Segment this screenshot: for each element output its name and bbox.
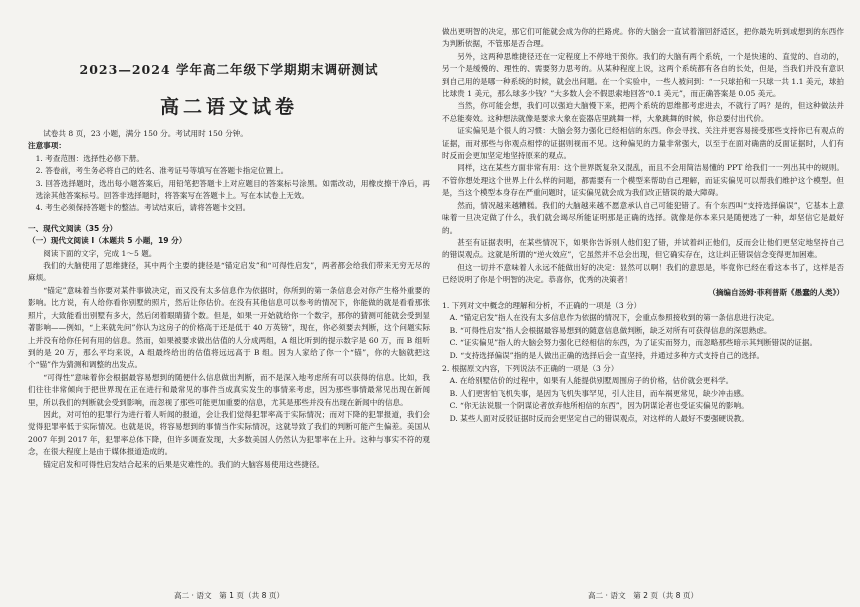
notice-item: 2. 答卷前，考生务必将自己的姓名、准考证号等填写在答题卡指定位置上。	[35, 166, 289, 176]
passage-source: （摘编自汤姆·菲利普斯《愚蠢的人类》）	[708, 287, 844, 297]
section-subtitle: （一）现代文阅读 I（本题共 5 小题，19 分）	[28, 236, 187, 246]
section-title: 一、现代文阅读（35 分）	[28, 223, 118, 233]
reading-prompt: 阅读下面的文字，完成 1～5 题。	[43, 248, 157, 258]
exam-intro: 试卷共 8 页，23 小题，满分 150 分。考试用时 150 分钟。	[43, 129, 248, 138]
paper-title: 高二语文试卷	[159, 96, 298, 118]
passage-paragraph: 锚定启发和可得性启发结合起来的后果是灾难性的。我们的大脑容易使用这些捷径。	[43, 459, 325, 469]
passage-paragraph: 做出更明智的决定，那它们可能就会成为你的拦路虎。你的大脑会一直试着溜回舒适区，把你最先听到或想到的东西作为判断依据，不管那是否合理。	[442, 27, 844, 49]
notice-title: 注意事项：	[28, 141, 66, 151]
notice-item: 3. 回答选择题时，选出每小题答案后，用铅笔把答题卡上对应题目的答案标号涂黑。如需改动，用橡皮擦干净后，再选涂其他答案标号。回答非选择题时，将答案写在答题卡上。写在本试卷上无效。	[35, 178, 430, 201]
passage-paragraph: 甚至有证据表明，在某些情况下，如果你告诉别人他们犯了错，并试着纠正他们，反而会让他们更坚定地坚持自己的错误观点。这就是所谓的“逆火效应”，它虽然并不总会出现，但它确实存在，这让纠正错误信念变得更加困难。	[442, 237, 844, 260]
notice-item: 4. 考生必须保持答题卡的整洁。考试结束后，请将答题卡交回。	[35, 203, 251, 213]
passage-paragraph: 同样，这在某些方面非常有用：这个世界既复杂又混乱，而且不会用简洁易懂的 PPT 给我们一一列出其中的规则。不管你想处理这个世界上什么样的问题，都需要有一个模型来帮助自己理解，而证实偏见可以帮我们维护这个模型。但是，当这个模型本身存在严重问题时，证实偏见就会成为我们改正错误的最大障碍。	[442, 163, 844, 198]
question-option: C. “证实偏见”指人的大脑会努力强化已经相信的东西，为了证实而努力，而忽略那些暗示其判断错误的证据。	[449, 338, 818, 348]
passage-paragraph: “锚定”意味着当你要对某件事做决定，而又没有太多信息作为依据时，你所到的第一条信息会对你产生格外重要的影响。比方说，有人给你看你别墅的照片，然后让你估价。在没有其他信息可以参考的情况下，你能做的就是看看那张照片，大致能看出别墅有多大，然后闭着眼睛猜个数。但是，如果一开始就给你一个数字，那你的猜测可能就会受到显著影响——例如，“上来就先问”你认为这房子的价格高于还是低于 40 万英镑”，现在，你必须要去判断，这个问题实际上并没有给你任何有用的信息。然而，如果被要求做出估值的人分成两组，A 组比听到的提示数字是 60 万，而 B 组听到的是 20 万，那么平均来说，A 组最终给出的估值将远远高于 B 组。因为人家给了你一个“锚”，你的大脑就把这个“锚”作为猜测和调整的出发点。	[28, 285, 430, 370]
passage-paragraph: 然而，情况越来越糟糕。我们的大脑越来越不愿意承认自己可能犯错了。有个东西叫“支持选择偏误”，它基本上意味着一旦决定做了什么，我们就会竭尽所能证明那是正确的选择。就像是你本来只是随便选了一种，却坚信它是最好的。	[442, 200, 844, 235]
notice-item: 1. 考查范围：选择性必修下册。	[35, 153, 144, 163]
exam-title: 2023—2024 学年高二年级下学期期末调研测试	[79, 62, 379, 77]
passage-paragraph: 我们的大脑使用了思维捷径，其中两个主要的捷径是“锚定启发”和“可得性启发”，两者都会给我们带来无穷无尽的麻烦。	[28, 261, 430, 283]
question-option: B. 人们更害怕飞机失事，是因为飞机失事罕见，引人注目，而车祸更常见，缺少冲击感。	[449, 388, 749, 398]
question-stem: 1. 下列对文中概念的理解和分析，不正确的一项是（3 分）	[442, 300, 642, 310]
passage-paragraph: 证实偏见是个很人的习惯：大脑会努力强化已经相信的东西。你会寻找、关注并更容易接受那些支持你已有观点的证据，而对那些与你观点相悖的证据则视而不见。这种偏见的力量非常强大，以至于在面对确凿的反面证据时，人们有时反而会更加坚定地坚持原来的观点。	[442, 126, 844, 161]
passage-paragraph: 另外，这两种思维捷径还在一定程度上不停地干预你。我们的大脑有两个系统，一个是快速的、直觉的、自动的，另一个是缓慢的、理性的、需要努力思考的。从某种程度上说，这两个系统都有各自的长处，但是，当我们并没有意识到自己用的是哪一种系统的时候，就会出问题。在一个实验中，一些人被问到：“一只球拍和一只球一共 1.1 美元，球拍比球贵 1 美元，那么球多少钱？”大多数人会不假思索地回答“0.1 美元”，而正确答案是 0.05 美元。	[442, 51, 844, 99]
question-option: D. 某些人面对反驳证据时反而会更坚定自己的错误观点，对这样的人最好不要强硬说教。	[449, 413, 749, 423]
right-flow	[442, 26, 844, 425]
question-stem: 2. 根据原文内容，下列说法不正确的一项是（3 分）	[442, 363, 619, 373]
left-page	[28, 0, 430, 607]
right-page	[442, 0, 844, 607]
question-option: B. “可得性启发”指人会根据最容易想到的随意信息做判断，缺乏对所有可获得信息的深思熟虑。	[449, 325, 772, 335]
question-option: D. “支持选择偏误”指的是人做出正确的选择后会一直坚持，并通过多种方式支持自己的选择。	[449, 350, 765, 360]
left-flow	[28, 128, 430, 471]
page-footer: 高二 · 语文 第 1 页（共 8 页）	[173, 591, 285, 600]
question-option: A. “锚定启发”指人在没有太多信息作为依据的情况下，会重点参照接收到的第一条信息进行决定。	[449, 313, 780, 323]
question-option: A. 在给别墅估价的过程中，如果有人能提供别墅周围房子的价格，估价就会更科学。	[449, 376, 734, 386]
passage-paragraph: 当然，你可能会想，我们可以强迫大脑慢下来，把两个系统的思维都考虑进去，不就行了吗？是的，但这种做法并不总能奏效。这种想法就像是要求大象在瓷器店里跳舞一样，大象跳舞的时候，你总要付出代价。	[442, 101, 844, 123]
page-footer: 高二 · 语文 第 2 页（共 8 页）	[587, 591, 699, 600]
question-option: C. “你无法说服一个阴谋论者放弃他所相信的东西”，因为阴谋论者也受证实偏见的影响。	[449, 401, 749, 411]
passage-paragraph: “可得性”意味着你会根据最容易想到的随便什么信息做出判断，而不是深入地考虑所有可以获得的信息。比如，我们往往非常倾向于把世界现在正在进行和最常见的事件当成真实发生的事情来考虑，因为那些事情最常见出现在新闻里，所以我们的判断就会受到影响，而忽视了那些可能更加重要的信息，尤其是那些并没有出现在新闻中的信息。	[28, 372, 430, 407]
passage-paragraph: 但这一切并不意味着人永远不能做出好的决定：显然可以啊！我们的意思是，毕竟你已经在看这本书了，这样是否已经说明了你是个明智的决定。恭喜你，优秀的决策者！	[442, 262, 844, 285]
passage-paragraph: 因此，对可怕的犯罪行为进行着人听闻的报道，会让我们觉得犯罪率高于实际情况；而对下降的犯罪报道，我们会觉得犯罪率低于实际情况。也就是说，将容易想到的事情当作实际情况，这就导致了我们的判断可能产生偏差。美国从 2007 年到 2017 年，犯罪率总体下降，但许多调查发现，大多数美国人仍然认为犯罪率在上升。这种与事实不符的观念，在很大程度上是由于媒体报道造成的。	[28, 409, 430, 457]
